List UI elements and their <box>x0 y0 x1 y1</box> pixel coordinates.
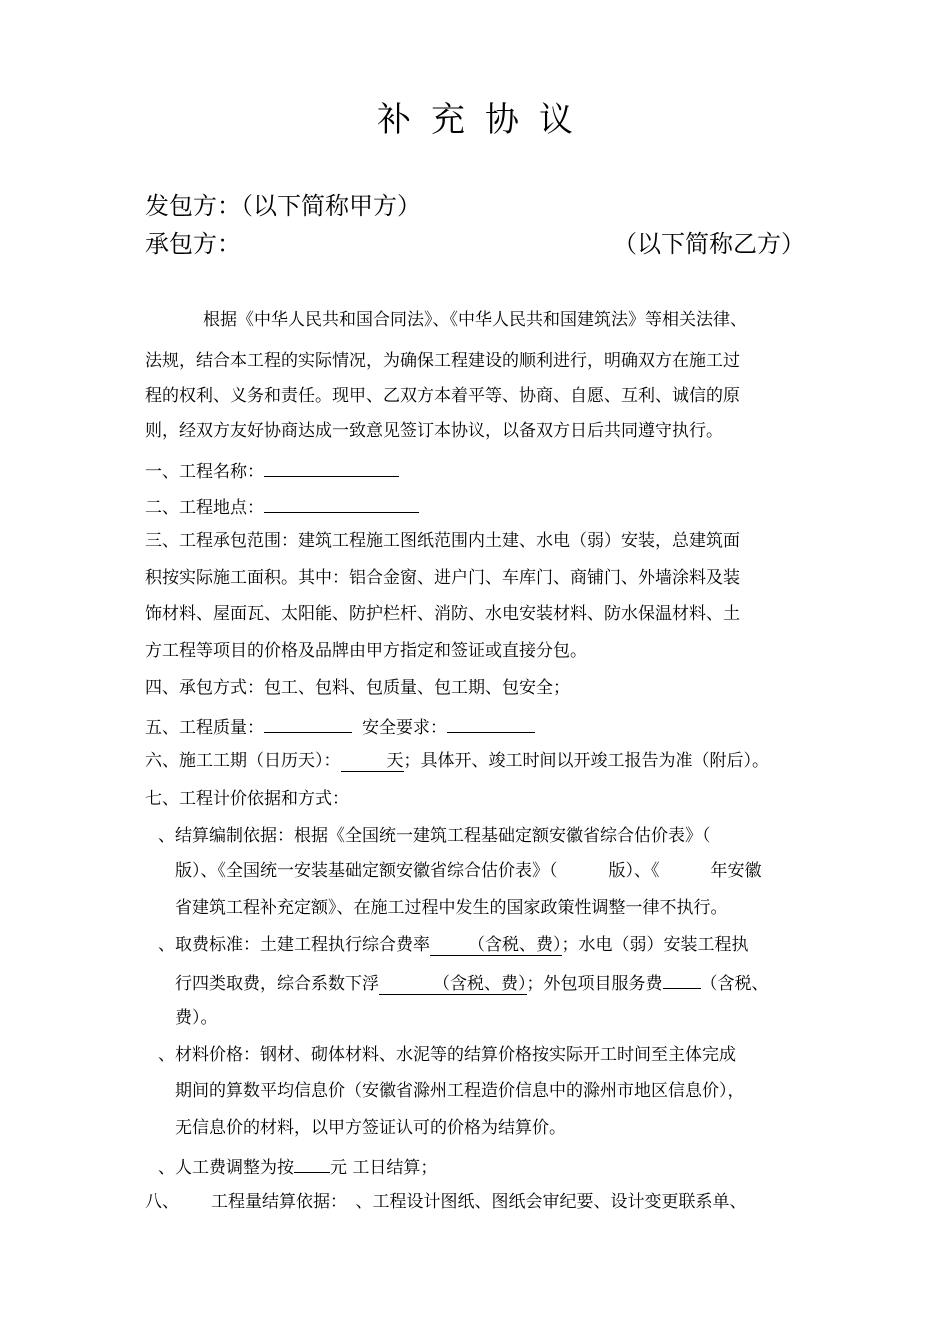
item7-2-install-text: ；水电（弱）安装工程执 <box>561 935 749 955</box>
project-location-blank <box>264 494 419 513</box>
item4-line: 四、承包方式：包工、包料、包质量、包工期、包安全； <box>145 678 570 698</box>
item8-text: 工程量结算依据： 、工程设计图纸、图纸会审纪要、设计变更联系单、 <box>211 1192 747 1212</box>
item6-unit: 天 <box>386 751 404 771</box>
safety-blank <box>447 714 535 733</box>
item6-note: ；具体开、竣工时间以开竣工报告为准（附后）。 <box>403 751 769 771</box>
item7-2-service-label: ；外包项目服务费 <box>526 974 663 994</box>
item-project-name-label: 一、工程名称： <box>145 462 264 482</box>
intro-line-2: 法规，结合本工程的实际情况，为确保工程建设的顺利进行，明确双方在施工过 <box>145 351 740 371</box>
discount-blank <box>379 974 527 995</box>
item3-line-2: 积按实际施工面积。其中：铝合金窗、进户门、车库门、商铺门、外墙涂料及装 <box>145 568 740 588</box>
item-project-location <box>145 494 419 519</box>
item7-heading: 七、工程计价依据和方式： <box>145 789 349 809</box>
item7-2-discount-label: 行四类取费，综合系数下浮 <box>175 974 379 994</box>
intro-line-4: 则，经双方友好协商达成一致意见签订本协议，以备双方日后共同遵守执行。 <box>145 421 723 441</box>
item7-4-label: 、人工费调整为按 <box>158 1158 294 1178</box>
item3-line-4: 方工程等项目的价格及品牌由甲方指定和签证或直接分包。 <box>145 641 587 661</box>
project-name-blank <box>264 458 399 477</box>
item3-line-1: 三、工程承包范围：建筑工程施工图纸范围内土建、水电（弱）安装，总建筑面 <box>145 531 740 551</box>
item7-2-tax-note-1: （含税、费） <box>468 935 562 955</box>
item7-2-tax-note-2: （含税、费） <box>433 974 527 994</box>
item7-4-line <box>158 1154 437 1179</box>
item7-2-tax-note-3: （含税、 <box>700 974 769 994</box>
party-a-line: 发包方：（以下简称甲方） <box>145 192 421 220</box>
item7-1-line-2: 版）、《全国统一安装基础定额安徽省综合估价表》（ 版）、《 年安徽 <box>175 861 762 881</box>
item7-2-line-2 <box>175 970 769 995</box>
service-fee-blank <box>663 970 701 989</box>
item5-safety-label: 安全要求： <box>362 718 447 738</box>
item7-4-unit: 元 工日结算； <box>330 1158 438 1178</box>
quality-blank <box>264 714 352 733</box>
item7-3-line-1: 、材料价格：钢材、砌体材料、水泥等的结算价格按实际开工时间至主体完成 <box>158 1045 736 1065</box>
party-b-label: 承包方： <box>145 230 241 258</box>
item6-label: 六、施工工期（日历天）： <box>145 751 341 771</box>
item5-quality-label: 五、工程质量： <box>145 718 264 738</box>
party-b-line <box>145 224 805 259</box>
item7-3-line-2: 期间的算数平均信息价（安徽省滁州工程造价信息中的滁州市地区信息价）， <box>175 1081 745 1101</box>
civil-rate-blank <box>430 935 562 956</box>
labor-rate-blank <box>294 1154 330 1173</box>
item7-1-line-1: 、结算编制依据：根据《全国统一建筑工程基础定额安徽省综合估价表》（ <box>158 826 711 846</box>
item8-number: 八、 <box>145 1192 179 1212</box>
item3-line-3: 饰材料、屋面瓦、太阳能、防护栏杆、消防、水电安装材料、防水保温材料、土 <box>145 604 740 624</box>
item6-line <box>145 750 769 772</box>
intro-line-1: 根据《中华人民共和国合同法》、《中华人民共和国建筑法》等相关法律、 <box>203 310 747 330</box>
item7-1-line-3: 省建筑工程补充定额》、在施工过程中发生的国家政策性调整一律不执行。 <box>175 898 728 918</box>
item5-line <box>145 714 535 739</box>
item-project-location-label: 二、工程地点： <box>145 498 264 518</box>
item7-3-line-3: 无信息价的材料，以甲方签证认可的价格为结算价。 <box>175 1118 566 1138</box>
item-project-name <box>145 458 399 483</box>
item8-line <box>145 1191 747 1213</box>
item7-2-line-3: 费）。 <box>175 1008 218 1028</box>
document-title: 补充协议 <box>377 100 593 140</box>
intro-line-3: 程的权利、义务和责任。现甲、乙双方本着平等、协商、自愿、互利、诚信的原 <box>145 386 740 406</box>
item7-2-line-1 <box>158 934 749 956</box>
duration-blank <box>341 751 404 772</box>
item7-2-label: 、取费标准：土建工程执行综合费率 <box>158 935 430 955</box>
party-b-note: （以下简称乙方） <box>613 230 805 258</box>
